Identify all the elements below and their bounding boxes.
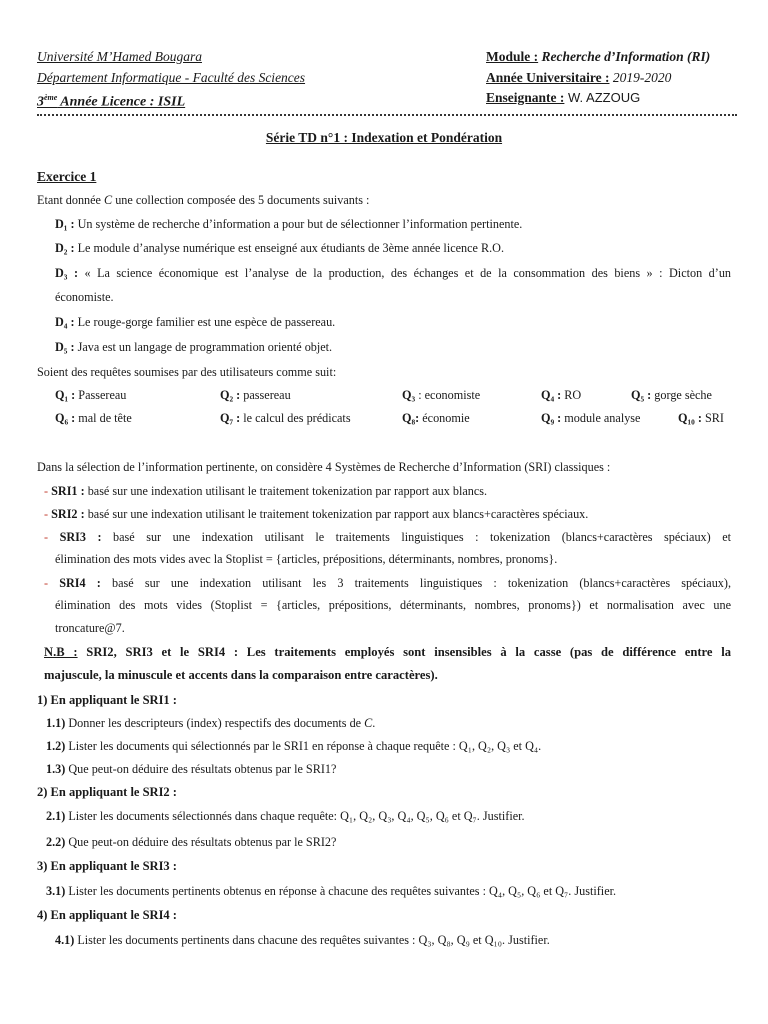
- doc-3-label: D₃ :: [55, 266, 79, 280]
- nb-line-1: [44, 644, 731, 660]
- query-1-text: Passereau: [75, 388, 127, 402]
- department-name: Département Informatique - Faculté des Sciences: [37, 70, 306, 85]
- teacher-key: Enseignante :: [486, 90, 565, 105]
- year-key: Année Universitaire :: [486, 70, 610, 85]
- section-3-heading: 3) En appliquant le SRI3 :: [37, 859, 177, 873]
- sri-3-text: basé sur une indexation utilisant le traitements linguistiques : tokenization (blancs+caractères spéciaux) et: [101, 530, 731, 544]
- licence-prefix: 3: [37, 94, 44, 110]
- nb-label: N.B :: [44, 645, 78, 659]
- query-6: [55, 411, 132, 426]
- query-2-text: passereau: [240, 388, 291, 402]
- intro-c: C: [104, 193, 113, 207]
- query-4: [541, 388, 581, 403]
- page-title: Série TD n°1 : Indexation et Pondération: [265, 130, 503, 145]
- query-5: [631, 388, 712, 403]
- question-2-2-num: 2.2): [46, 835, 66, 849]
- doc-4-label: D₄ :: [55, 315, 75, 329]
- query-8-text: économie: [419, 411, 470, 425]
- sri-4-text: basé sur une indexation utilisant les 3 traitements linguistiques : tokenization (blancs+caractères spéciaux),: [100, 576, 731, 590]
- nb-line-2: majuscule, la minuscule et accents dans la comparaison entre caractères).: [44, 668, 438, 682]
- module-line: [486, 49, 710, 65]
- sri-3-cont: élimination des mots vides avec la Stoplist = {articles, prépositions, déterminants, nombres, pronoms}.: [55, 552, 558, 566]
- sri-2: [44, 506, 588, 522]
- query-1-label: Q₁ :: [55, 388, 76, 402]
- doc-5-label: D₅ :: [55, 340, 75, 354]
- nb-text-1: SRI2, SRI3 et le SRI4 : Les traitements employés sont insensibles à la casse (pas de différence entre la: [77, 645, 731, 659]
- module-key: Module :: [486, 49, 539, 64]
- query-7-label: Q₇ :: [220, 411, 241, 425]
- module-value: Recherche d’Information (RI): [538, 49, 711, 64]
- doc-2-label: D₂ :: [55, 241, 75, 255]
- question-2-1: [46, 808, 525, 824]
- query-10-label: Q₁₀ :: [678, 411, 702, 425]
- query-1: [55, 388, 126, 403]
- doc-3-cont: économiste.: [55, 290, 114, 304]
- question-2-2-text: Que peut-on déduire des résultats obtenus par le SRI2?: [65, 835, 337, 849]
- doc-4: [55, 314, 335, 330]
- sri-4-cont2: troncature@7.: [55, 621, 125, 635]
- doc-5-text: Java est un langage de programmation orienté objet.: [74, 340, 333, 354]
- sri-1-label: SRI1 :: [51, 484, 85, 498]
- sri-2-dash: -: [44, 507, 52, 521]
- question-1-1-c: C: [364, 716, 373, 730]
- query-7: [220, 411, 351, 426]
- query-2: [220, 388, 291, 403]
- query-3: [402, 388, 480, 403]
- licence-suffix: Année Licence : ISIL: [57, 94, 186, 110]
- sri-4: [44, 575, 731, 591]
- section-1-heading: 1) En appliquant le SRI1 :: [37, 693, 177, 707]
- sri-3-dash: -: [44, 530, 60, 544]
- sri-4-cont: élimination des mots vides (Stoplist = {articles, prépositions, déterminants, nombres, pronoms}) et normalisation avec une: [55, 598, 731, 612]
- query-9-label: Q₉ :: [541, 411, 562, 425]
- intro-text: [37, 192, 369, 208]
- section-2-heading: 2) En appliquant le SRI2 :: [37, 785, 177, 799]
- question-2-2: [46, 834, 336, 850]
- query-7-text: le calcul des prédicats: [240, 411, 351, 425]
- query-3-text: : economiste: [415, 388, 481, 402]
- year-line: [486, 70, 671, 86]
- query-5-label: Q₅ :: [631, 388, 652, 402]
- year-value: 2019-2020: [609, 70, 672, 85]
- question-1-2-num: 1.2): [46, 739, 66, 753]
- question-3-1-text: Lister les documents pertinents obtenus en réponse à chacune des requêtes suivantes : Q₄, Q₅, Q₆ et Q₇. Justifier.: [65, 884, 617, 898]
- query-10: [678, 411, 724, 426]
- sri-4-label: SRI4 :: [59, 576, 101, 590]
- question-1-3-text: Que peut-on déduire des résultats obtenus par le SRI1?: [65, 762, 337, 776]
- sri-intro: Dans la sélection de l’information pertinente, on considère 4 Systèmes de Recherche d’Information (SRI) classiques :: [37, 460, 611, 474]
- query-10-text: SRI: [701, 411, 724, 425]
- question-1-3-num: 1.3): [46, 762, 66, 776]
- doc-2-text: Le module d’analyse numérique est enseigné aux étudiants de 3ème année licence R.O.: [74, 241, 505, 255]
- sri-2-text: basé sur une indexation utilisant le traitement tokenization par rapport aux blancs+caractères spéciaux.: [84, 507, 589, 521]
- query-9-text: module analyse: [561, 411, 641, 425]
- sri-1-dash: -: [44, 484, 52, 498]
- query-6-text: mal de tête: [75, 411, 132, 425]
- query-8: [402, 411, 470, 426]
- query-6-label: Q₆ :: [55, 411, 76, 425]
- question-4-1-num: 4.1): [55, 933, 75, 947]
- teacher-value: W. AZZOUG: [564, 90, 641, 105]
- question-1-1-text: Donner les descripteurs (index) respectifs des documents de: [65, 716, 365, 730]
- query-8-label: Q₈:: [402, 411, 420, 425]
- question-2-1-num: 2.1): [46, 809, 66, 823]
- query-2-label: Q₂ :: [220, 388, 241, 402]
- question-1-2: [46, 738, 541, 754]
- question-3-1-num: 3.1): [46, 884, 66, 898]
- doc-3-text: « La science économique est l’analyse de la production, des échanges et de la consommation des biens » : Dicton d’un: [78, 266, 732, 280]
- query-5-text: gorge sèche: [651, 388, 712, 402]
- query-9: [541, 411, 640, 426]
- question-1-1-num: 1.1): [46, 716, 66, 730]
- exercise-heading: Exercice 1: [37, 169, 97, 184]
- header-separator: [37, 114, 737, 116]
- university-name: Université M’Hamed Bougara: [37, 49, 202, 64]
- doc-5: [55, 339, 332, 355]
- question-1-1-post: .: [372, 716, 376, 730]
- sri-4-dash: -: [44, 576, 60, 590]
- question-3-1: [46, 883, 616, 899]
- question-1-1: [46, 715, 375, 731]
- teacher-line: [486, 90, 640, 106]
- query-3-label: Q₃: [402, 388, 416, 402]
- sri-3-label: SRI3 :: [59, 530, 102, 544]
- question-2-1-text: Lister les documents sélectionnés dans chaque requête: Q₁, Q₂, Q₃, Q₄, Q₅, Q₆ et Q₇. Justifier.: [65, 809, 525, 823]
- query-4-label: Q₄ :: [541, 388, 562, 402]
- doc-2: [55, 240, 504, 256]
- question-4-1: [55, 932, 550, 948]
- intro-pre: Etant donnée: [37, 193, 105, 207]
- doc-3: [55, 265, 731, 281]
- licence-level: [37, 90, 185, 111]
- sri-3: [44, 529, 731, 545]
- query-4-text: RO: [561, 388, 582, 402]
- sri-2-label: SRI2 :: [51, 507, 85, 521]
- doc-1-text: Un système de recherche d’information a pour but de sélectionner l’information pertinente.: [74, 217, 523, 231]
- question-4-1-text: Lister les documents pertinents dans chacune des requêtes suivantes : Q₃, Q₈, Q₉ et Q₁₀. Justifier.: [74, 933, 550, 947]
- question-1-3: [46, 761, 336, 777]
- queries-intro: Soient des requêtes soumises par des utilisateurs comme suit:: [37, 365, 337, 379]
- intro-post: une collection composée des 5 documents suivants :: [112, 193, 370, 207]
- doc-4-text: Le rouge-gorge familier est une espèce de passereau.: [74, 315, 336, 329]
- licence-sup: ème: [44, 93, 58, 102]
- doc-1: [55, 216, 522, 232]
- question-1-2-text: Lister les documents qui sélectionnés par le SRI1 en réponse à chaque requête : Q₁, Q₂, Q₃ et Q₄.: [65, 739, 542, 753]
- sri-1-text: basé sur une indexation utilisant le traitement tokenization par rapport aux blancs.: [84, 484, 488, 498]
- sri-1: [44, 483, 487, 499]
- section-4-heading: 4) En appliquant le SRI4 :: [37, 908, 177, 922]
- doc-1-label: D₁ :: [55, 217, 75, 231]
